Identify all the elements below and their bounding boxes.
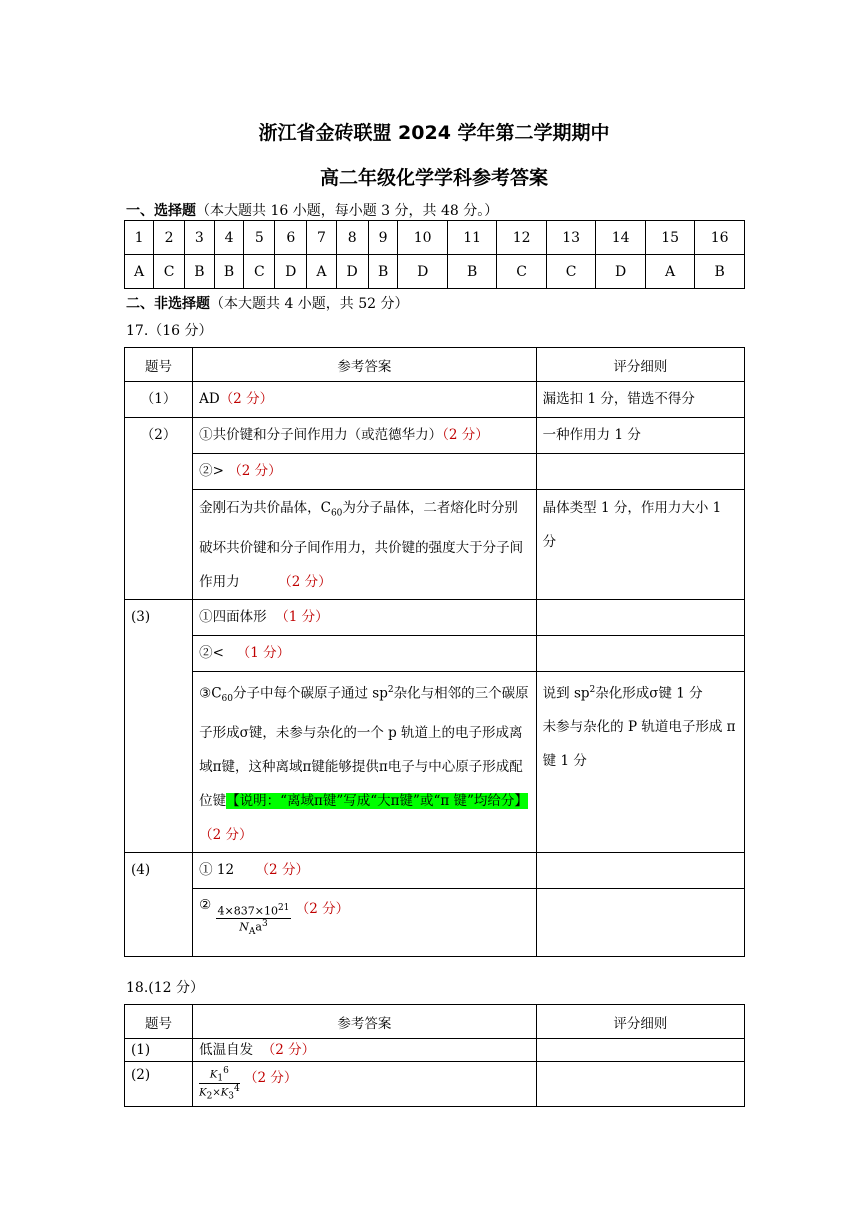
q18-title: 18.(12 分）: [126, 980, 204, 996]
q18-header-row: [125, 1005, 745, 1039]
q18-part2-row: [125, 1062, 745, 1107]
q17-table: [124, 347, 745, 957]
mc-question-number: 1: [125, 221, 154, 255]
q17-p2-rule-3: 晶体类型 1 分，作用力大小 1 分: [536, 490, 744, 600]
title-line-2: 高二年级化学学科参考答案: [319, 167, 548, 189]
q17-p1-answer: AD（2 分）: [193, 382, 537, 418]
q17-part2-row-a: [125, 418, 745, 454]
mc-answer-cell: B: [447, 255, 496, 289]
mc-answer-cell: B: [214, 255, 244, 289]
q17-part1-row: [125, 382, 745, 418]
header-answer: 参考答案: [193, 1005, 537, 1039]
q17-p3-rule-1: [536, 599, 744, 635]
q17-part4-row-a: [125, 852, 745, 888]
mc-answer-cell: D: [398, 255, 447, 289]
mc-question-number: 2: [154, 221, 185, 255]
q17-p1-rule: 漏选扣 1 分，错选不得分: [536, 382, 744, 418]
q17-p2-no: （2）: [125, 418, 193, 600]
mc-answer-cell: B: [368, 255, 398, 289]
q17-p2-answer-2: ②> （2 分）: [193, 454, 537, 490]
mc-question-number: 15: [645, 221, 694, 255]
q18-p1-rule: [536, 1039, 744, 1062]
q17-p2-answer-1: ①共价键和分子间作用力（或范德华力）（2 分）: [193, 418, 537, 454]
highlighted-note: 【说明：“离域π键”写成“大π键”或“π 键”均给分】: [226, 792, 528, 809]
q17-p4-no: (4): [125, 852, 193, 956]
mc-answer-table: [124, 220, 745, 289]
q17-header-row: [125, 348, 745, 382]
q17-p3-answer-3: $③C_{60}$分子中每个碳原子通过 $sp^2$杂化与相邻的三个碳原子形成σ键，未参与杂化的一个 p 轨道上的电子形成离域π键，这种离域π键能够提供π电子与中心原子形成配位键【说明：“离域π键”写成“大π键”或“π 键”均给分】（2 分）: [193, 671, 537, 852]
mc-answer-cell: A: [125, 255, 154, 289]
mc-question-number: 7: [307, 221, 336, 255]
q17-p2-answer-3: 金刚石为共价晶体，$C_{60}$为分子晶体，二者熔化时分别破坏共价键和分子间作用力，共价键的强度大于分子间作用力 （2 分）: [193, 490, 537, 600]
mc-answer-cell: A: [307, 255, 336, 289]
q17-part2-row-b: [125, 454, 745, 490]
mc-question-number: 13: [546, 221, 595, 255]
equilibrium-constant-formula: $\frac{K_1^6}{K_2\times K_3^4}$: [199, 1066, 240, 1102]
q17-part3-row-c: [125, 671, 745, 852]
header-answer: 参考答案: [193, 348, 537, 382]
header-no: 题号: [125, 348, 193, 382]
q17-p4-rule-2: [536, 888, 744, 956]
mc-question-number: 12: [497, 221, 546, 255]
q18-table: [124, 1004, 745, 1107]
mc-answer-cell: D: [596, 255, 645, 289]
mc-answer-cell: C: [244, 255, 275, 289]
mc-answer-cell: A: [645, 255, 694, 289]
mc-question-number: 14: [596, 221, 645, 255]
q18-p2-rule: [536, 1062, 744, 1107]
mc-answer-cell: D: [336, 255, 368, 289]
mc-answer-cell: B: [185, 255, 215, 289]
mc-question-number: 16: [695, 221, 745, 255]
mc-question-number: 6: [275, 221, 307, 255]
q17-p3-rule-3: 说到 $sp^2$杂化形成σ键 1 分 未参与杂化的 P 轨道电子形成 π 键 1 分: [536, 671, 744, 852]
header-no: 题号: [125, 1005, 193, 1039]
q17-p4-answer-1: ① 12 （2 分）: [193, 852, 537, 888]
q18-p2-answer: $\frac{K_1^6}{K_2\times K_3^4}$ （2 分）: [193, 1062, 537, 1107]
mc-answer-cell: C: [154, 255, 185, 289]
q17-title: 17.（16 分）: [126, 323, 213, 339]
q17-p4-rule-1: [536, 852, 744, 888]
mc-answer-row: [125, 255, 745, 289]
header-rule: 评分细则: [536, 1005, 744, 1039]
mc-number-row: [125, 221, 745, 255]
q17-p4-answer-2: ② $\frac{4\times 837\times 10^{21}}{N_Aa^3}$ （2 分）: [193, 888, 537, 956]
q17-p3-answer-2: ②< （1 分）: [193, 635, 537, 671]
q17-p2-rule-1: 一种作用力 1 分: [536, 418, 744, 454]
mc-answer-cell: C: [497, 255, 546, 289]
mc-answer-cell: C: [546, 255, 595, 289]
q17-p3-no: (3): [125, 599, 193, 852]
q17-part3-row-a: [125, 599, 745, 635]
mc-question-number: 11: [447, 221, 496, 255]
q17-p3-rule-2: [536, 635, 744, 671]
density-formula: $\frac{4\times 837\times 10^{21}}{N_Aa^3}$: [217, 902, 290, 937]
q17-part4-row-b: [125, 888, 745, 956]
mc-question-number: 9: [368, 221, 398, 255]
mc-question-number: 8: [336, 221, 368, 255]
mc-question-number: 5: [244, 221, 275, 255]
q18-p2-no: (2): [125, 1062, 193, 1107]
mc-question-number: 10: [398, 221, 447, 255]
section-1-heading: 一、选择题（本大题共 16 小题，每小题 3 分，共 48 分。）: [126, 203, 499, 219]
q17-p2-rule-2: [536, 454, 744, 490]
q18-p1-no: (1): [125, 1039, 193, 1062]
mc-answer-cell: D: [275, 255, 307, 289]
section-2-heading: 二、非选择题（本大题共 4 小题，共 52 分）: [126, 296, 409, 312]
header-rule: 评分细则: [536, 348, 744, 382]
mc-answer-cell: B: [695, 255, 745, 289]
q17-part2-row-c: [125, 490, 745, 600]
title-line-1: 浙江省金砖联盟 2024 学年第二学期期中: [258, 122, 610, 144]
mc-question-number: 3: [185, 221, 215, 255]
mc-question-number: 4: [214, 221, 244, 255]
q17-part3-row-b: [125, 635, 745, 671]
q18-part1-row: [125, 1039, 745, 1062]
q17-p1-no: （1）: [125, 382, 193, 418]
q18-p1-answer: 低温自发 （2 分）: [193, 1039, 537, 1062]
q17-p3-answer-1: ①四面体形 （1 分）: [193, 599, 537, 635]
